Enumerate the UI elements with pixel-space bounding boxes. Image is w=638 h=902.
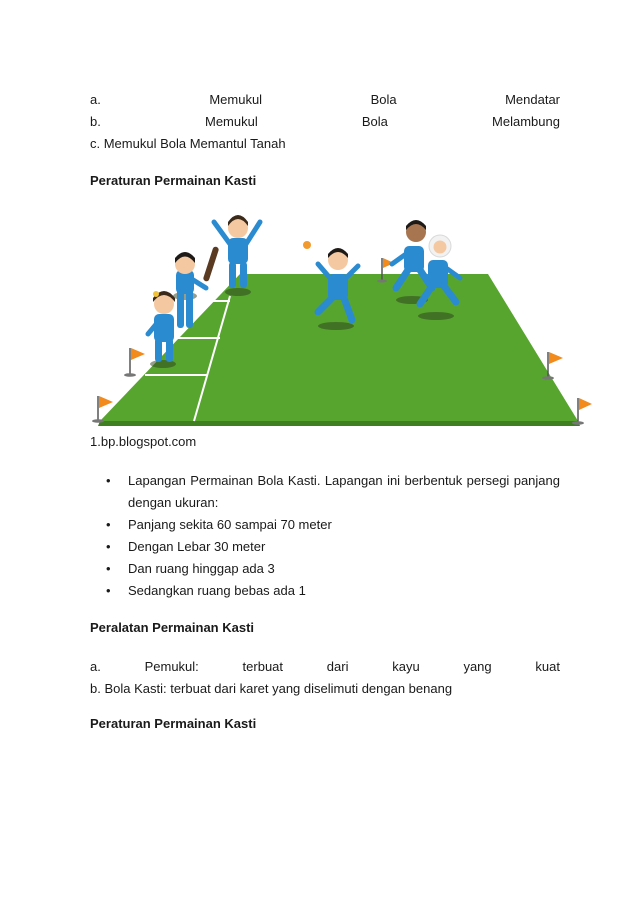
equipment-a-word: Pemukul: — [144, 659, 199, 674]
bullet-icon: • — [106, 561, 111, 576]
list-item-text: Panjang sekita 60 sampai 70 meter — [128, 517, 332, 532]
list-item — [90, 558, 560, 580]
equipment-a-word: kayu — [392, 659, 420, 674]
equipment-a-label: a. — [90, 659, 101, 674]
list-item-text: Sedangkan ruang bebas ada 1 — [128, 583, 306, 598]
ball-icon — [303, 241, 311, 249]
heading-equipment: Peralatan Permainan Kasti — [90, 620, 255, 635]
bullet-icon: • — [106, 539, 111, 554]
field-facts-list — [90, 470, 560, 602]
bullet-icon: • — [106, 517, 111, 532]
kasti-field-illustration — [90, 208, 594, 426]
bullet-icon: • — [106, 473, 111, 488]
field-edge — [98, 421, 580, 426]
heading-rules-2: Peraturan Permainan Kasti — [90, 716, 257, 731]
option-a-line — [90, 92, 560, 108]
figure-source-caption: 1.bp.blogspot.com — [90, 434, 197, 449]
equipment-a-line — [90, 659, 560, 675]
equipment-b-line: b. Bola Kasti: terbuat dari karet yang diselimuti dengan benang — [90, 681, 453, 696]
list-item — [90, 580, 560, 602]
list-item-text: Dengan Lebar 30 meter — [128, 539, 266, 554]
option-b-line — [90, 114, 560, 130]
list-item — [90, 536, 560, 558]
player-figure — [148, 291, 176, 368]
list-item — [90, 470, 560, 514]
option-a-word-1: Memukul — [209, 92, 263, 107]
kasti-field-svg — [90, 208, 594, 426]
option-a-label: a. — [90, 92, 101, 107]
option-b-word-3: Melambung — [492, 114, 560, 129]
option-b-word-1: Memukul — [204, 114, 258, 129]
equipment-a-word: dari — [326, 659, 349, 674]
list-item — [90, 514, 560, 536]
bullet-icon: • — [106, 583, 111, 598]
list-item-text: dengan ukuran: — [128, 495, 219, 510]
option-b-word-2: Bola — [361, 114, 388, 129]
option-c-line: c. Memukul Bola Memantul Tanah — [90, 136, 286, 151]
flag-icon — [124, 348, 145, 377]
list-item-text: Dan ruang hinggap ada 3 — [128, 561, 275, 576]
equipment-a-word: kuat — [535, 659, 560, 674]
equipment-a-word: terbuat — [242, 659, 284, 674]
list-item-text: Lapangan Permainan Bola Kasti. Lapangan ini berbentuk persegi panjang — [128, 473, 560, 488]
option-b-label: b. — [90, 114, 101, 129]
option-a-word-2: Bola — [370, 92, 397, 107]
option-a-word-3: Mendatar — [505, 92, 560, 107]
equipment-a-word: yang — [463, 659, 492, 674]
heading-rules-1: Peraturan Permainan Kasti — [90, 173, 257, 188]
